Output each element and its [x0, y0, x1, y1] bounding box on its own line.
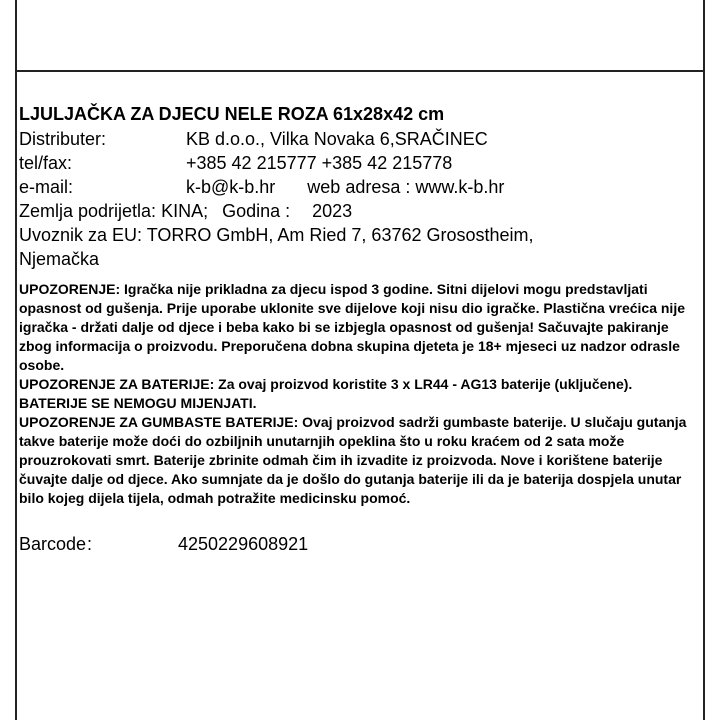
- left-border-line: [15, 0, 17, 720]
- telfax-row: [19, 151, 703, 175]
- warning-general: [19, 280, 703, 375]
- warning-heading: UPOZORENJE ZA BATERIJE:: [19, 376, 215, 392]
- warning-batteries: [19, 375, 703, 413]
- web-value: www.k-b.hr: [415, 177, 505, 197]
- importer-line2: Njemačka: [19, 249, 100, 269]
- distributer-value: KB d.o.o., Vilka Novaka 6,SRAČINEC: [186, 129, 488, 149]
- right-border-line: [703, 0, 705, 720]
- barcode-row: [19, 532, 703, 556]
- email-row: [19, 175, 703, 199]
- origin-value: KINA;: [161, 201, 209, 221]
- top-divider-line: [15, 70, 705, 72]
- warning-text: Za ovaj proizvod koristite 3 x LR44 - AG13 baterije (uključene). BATERIJE SE NEMOGU MIJENJATI.: [19, 376, 633, 411]
- importer-line1: Uvoznik za EU: TORRO GmbH, Am Ried 7, 63762 Grosostheim,: [19, 225, 534, 245]
- product-info: [19, 127, 703, 271]
- warning-text: Igračka nije prikladna za djecu ispod 3 godine. Sitni dijelovi mogu predstavljati opasnost od gušenja. Prije uporabe uklonite sve dijelove koji nisu dio igračke. Plastična vrećica nije igračka - držati dalje od djece i beba kako bi se izbjegla opasnost od gušenja! Sačuvajte pakiranje zbog informacija o proizvodu. Preporučena dobna skupina djeteta je 18+ mjeseci uz nadzor odrasle osobe.: [19, 281, 685, 373]
- distributer-label: Distributer:: [19, 129, 107, 149]
- origin-row: [19, 199, 703, 223]
- warning-button-batteries: [19, 413, 703, 508]
- telfax-value: +385 42 215777 +385 42 215778: [186, 153, 453, 173]
- year-value: 2023: [312, 201, 353, 221]
- warning-text: Ovaj proizvod sadrži gumbaste baterije. U slučaju gutanja takve baterije može doći do ozbiljnih unutarnjih opeklina što u roku kraćem od 2 sata može prouzrokovati smrt. Baterije zbrinite odmah čim ih izvadite iz proizvoda. Nove i korištene baterije čuvajte dalje od djece. Ako sumnjate da je došlo do gutanja baterije ili da je baterija dospjela unutar bilo kojeg dijela tijela, odmah potražite medicinsku pomoć.: [19, 414, 687, 506]
- barcode-label: Barcode: [19, 534, 87, 554]
- warning-heading: UPOZORENJE:: [19, 281, 121, 297]
- origin-label: Zemlja podrijetla:: [19, 201, 157, 221]
- telfax-label: tel/fax:: [19, 153, 73, 173]
- warning-heading: UPOZORENJE ZA GUMBASTE BATERIJE:: [19, 414, 299, 430]
- web-label: web adresa :: [307, 177, 411, 197]
- product-label: [19, 103, 703, 556]
- distributer-row: [19, 127, 703, 151]
- email-value: k-b@k-b.hr: [186, 177, 276, 197]
- email-label: e-mail:: [19, 177, 74, 197]
- year-label: Godina :: [222, 201, 291, 221]
- barcode-value: 4250229608921: [178, 534, 309, 554]
- product-title: LJULJAČKA ZA DJECU NELE ROZA 61x28x42 cm: [19, 104, 445, 124]
- warnings-section: [19, 280, 703, 508]
- barcode-colon: :: [87, 534, 93, 554]
